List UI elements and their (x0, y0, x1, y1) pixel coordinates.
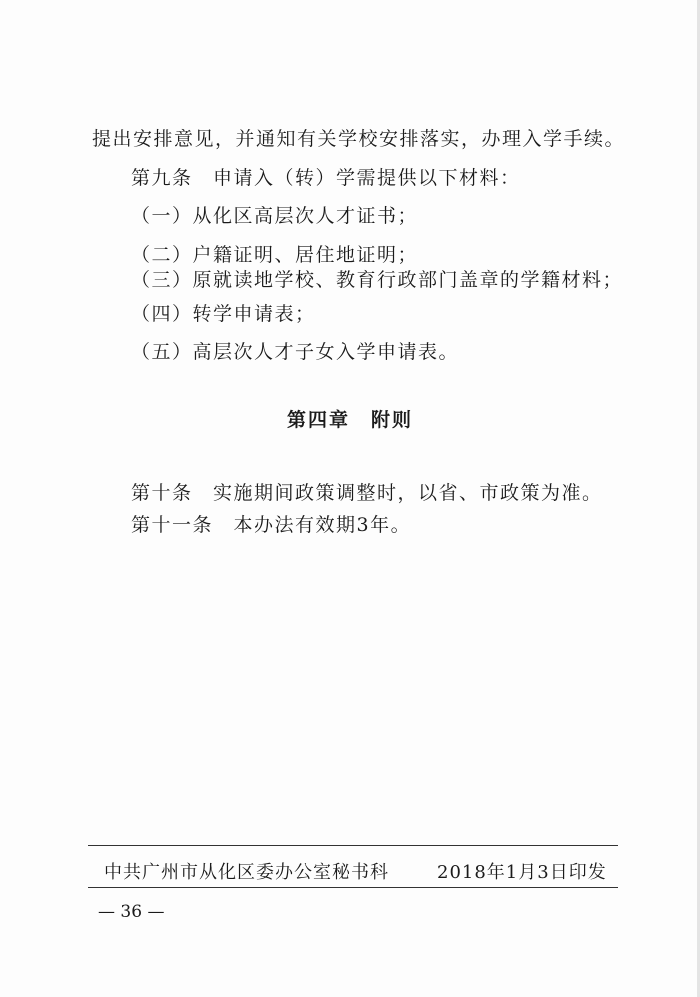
article-11: 第十一条 本办法有效期3年。 (131, 514, 412, 536)
footer-date: 2018年1月3日印发 (437, 862, 607, 883)
material-item-4: （四）转学申请表； (131, 303, 316, 325)
chapter-title: 第四章 附则 (286, 409, 413, 431)
article-9-heading: 第九条 申请入（转）学需提供以下材料： (131, 167, 521, 189)
footer-top-rule (88, 845, 618, 846)
page-number: — 36 — (98, 902, 165, 922)
footer-issuer: 中共广州市从化区委办公室秘书科 (104, 862, 389, 883)
material-item-2: （二）户籍证明、居住地证明； (131, 244, 419, 266)
footer-bottom-rule (88, 887, 618, 888)
body-line-continuation: 提出安排意见，并通知有关学校安排落实，办理入学手续。 (92, 128, 626, 150)
article-10: 第十条 实施期间政策调整时，以省、市政策为准。 (131, 482, 603, 504)
material-item-5: （五）高层次人才子女入学申请表。 (131, 341, 460, 363)
material-item-3: （三）原就读地学校、教育行政部门盖章的学籍材料； (131, 269, 624, 291)
material-item-1: （一）从化区高层次人才证书； (131, 205, 419, 227)
